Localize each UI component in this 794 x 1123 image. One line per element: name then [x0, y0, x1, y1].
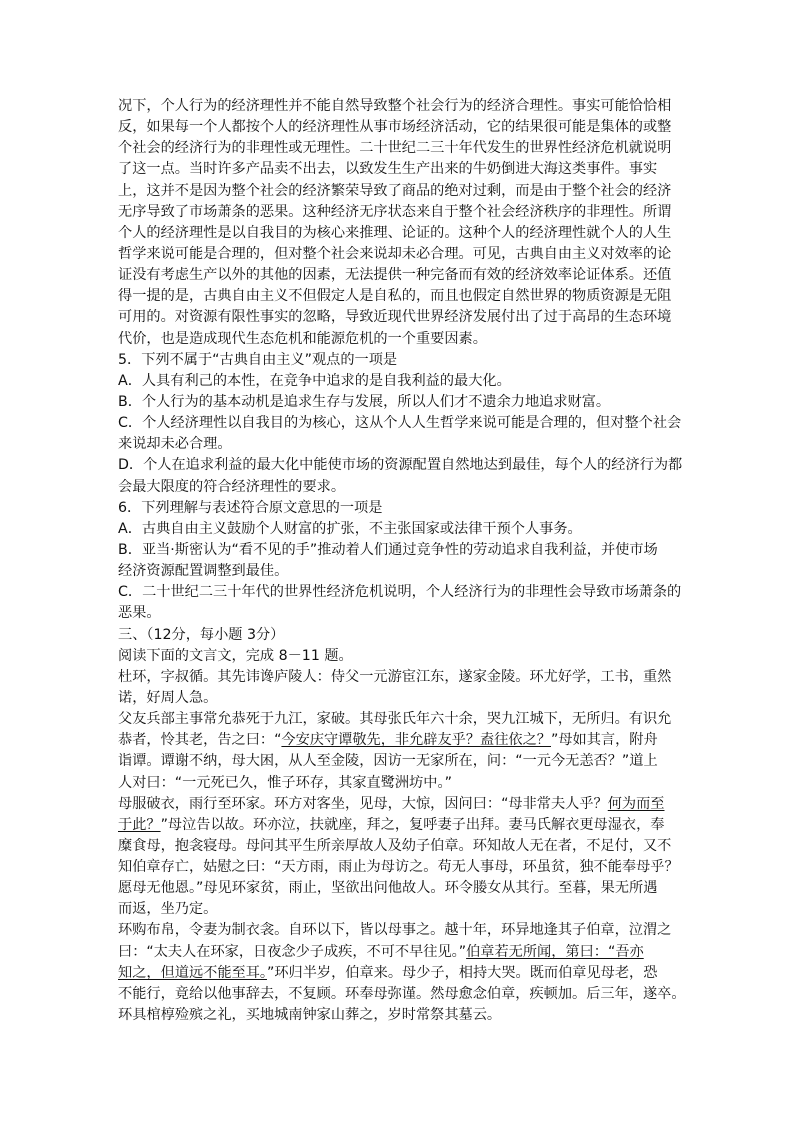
question-5	[118, 350, 683, 498]
option-b-cont: 经济资源配置调整到最佳。	[118, 563, 289, 580]
passage-line: 可用的。对资源有限性事实的忽略，导致近现代世界经济发展付出了过于高昂的生态环境	[118, 309, 672, 326]
document-page	[118, 96, 686, 1026]
classical-passage	[118, 667, 686, 1026]
option-c: C．个人经济理性以自我目的为核心，这从个人人生哲学来说可能是合理的，但对整个社会	[118, 415, 682, 432]
question-stem: 5．下列不属于“古典自由主义”观点的一项是	[118, 351, 398, 368]
underlined-sentence: 伯章若无所闻，第曰：“吾亦	[466, 943, 644, 960]
classical-line: 诣谭。谭谢不纳，母大困，从人至金陵，因访一无家所在，问：“一元今无恙否？”道上	[118, 753, 658, 770]
classical-line: 环具棺椁殓殡之礼，买地城南钟家山葬之，岁时常祭其墓云。	[118, 1007, 502, 1024]
classical-line: 愿母无他恩。”母见环家贫，雨止，坚欲出问他故人。环令媵女从其行。至暮，果无所遇	[118, 880, 658, 897]
option-c-cont: 来说却未必合理。	[118, 436, 232, 453]
underlined-sentence: 于此？	[118, 816, 161, 833]
passage-line: 无序导致了市场萧条的恶果。这种经济无序状态来自于整个社会经济秩序的非理性。所谓	[118, 203, 672, 220]
passage-line: 哲学来说可能是合理的，但对整个社会来说却未必合理。可见，古典自由主义对效率的论	[118, 245, 672, 262]
option-c-cont: 恶果。	[118, 605, 161, 622]
text-segment: 恭者，怜其老，告之曰：“	[118, 732, 282, 749]
text-segment: 母服破衣，雨行至环家。环方对客坐，见母，大惊，因问曰：“母非常夫人乎？	[118, 795, 608, 812]
classical-line	[118, 730, 680, 751]
option-a: A．古典自由主义鼓励个人财富的扩张，不主张国家或法律干预个人事务。	[118, 520, 582, 537]
section-title: 三、（12分，每小题 3分）	[118, 626, 285, 643]
passage-line: 反，如果每一个人都按个人的经济理性从事市场经济活动，它的结果很可能是集体的或整	[118, 119, 672, 136]
passage-line: 了这一点。当时许多产品卖不出去，以致发生生产出来的牛奶倒进大海这类事件。事实	[118, 161, 658, 178]
passage-line: 况下，个人行为的经济理性并不能自然导致整个社会行为的经济合理性。事实可能恰恰相	[118, 98, 672, 114]
underlined-sentence: 今安庆守谭敬先，非允辟友乎？盍往依之？	[281, 732, 551, 749]
classical-line: 诺，好周人急。	[118, 689, 218, 706]
option-b: B．亚当·斯密认为“看不见的手”推动着人们通过竞争性的劳动追求自我利益，并使市场	[118, 541, 658, 558]
option-d: D．个人在追求利益的最大化中能使市场的资源配置自然地达到最佳，每个人的经济行为都	[118, 457, 683, 474]
option-a: A．人具有利己的本性，在竞争中追求的是自我利益的最大化。	[118, 372, 511, 389]
option-c: C．二十世纪二三十年代的世界性经济危机说明，个人经济行为的非理性会导致市场萧条的	[118, 584, 682, 601]
passage-line: 得一提的是，古典自由主义不但假定人是自私的，而且也假定自然世界的物质资源是无阻	[118, 288, 672, 305]
classical-line: 人对曰：“一元死已久，惟子环存，其家直鹭洲坊中。”	[118, 774, 452, 791]
option-b: B．个人行为的基本动机是追求生存与发展，所以人们才不遗余力地追求财富。	[118, 393, 611, 410]
text-segment: 曰：“太夫人在环家，日夜念少子成疾，不可不早往见。”	[118, 943, 467, 960]
classical-line	[118, 942, 680, 963]
classical-line: 环购布帛，令妻为制衣衾。自环以下，皆以母事之。越十年，环异地逢其子伯章，泣渭之	[118, 922, 672, 939]
classical-line: 糜食母，抱衾寝母。母问其平生所亲厚故人及幼子伯章。环知故人无在者，不足付，又不	[118, 837, 672, 854]
classical-line: 而返，坐乃定。	[118, 901, 218, 918]
section-3-header	[118, 625, 680, 667]
passage-line: 证没有考虑生产以外的其他的因素，无法提供一种完备而有效的经济效率论证体系。还值	[118, 267, 672, 284]
classical-line: 父友兵部主事常允恭死于九江，家破。其母张氏年六十余，哭九江城下，无所归。有识允	[118, 711, 672, 728]
passage-line: 个人的经济理性是以自我目的为核心来推理、论证的。这种个人的经济理性就个人的人生	[118, 224, 672, 241]
classical-line: 杜环，字叔循。其先讳谗庐陵人：侍父一元游宦江东，遂家金陵。环尤好学，工书，重然	[118, 668, 672, 685]
question-stem: 6．下列理解与表述符合原文意思的一项是	[118, 499, 383, 516]
text-segment: ”环归半岁，伯章来。母少子，相持大哭。既而伯章见母老，恐	[266, 964, 658, 981]
passage-continued	[118, 96, 680, 350]
classical-line	[118, 963, 680, 984]
classical-line: 不能行，竟给以他事辞去，不复顾。环奉母弥谨。然母愈念伯章，疾顿加。后三年，遂卒。	[118, 985, 686, 1002]
option-d-cont: 会最大限度的符合经济理性的要求。	[118, 478, 346, 495]
question-6	[118, 498, 680, 625]
text-segment: ”母如其言，附舟	[551, 732, 658, 749]
classical-line	[118, 815, 680, 836]
underlined-sentence: 何为而至	[607, 795, 665, 812]
underlined-sentence: 知之，但道远不能至耳。	[118, 964, 267, 981]
passage-line: 代价，也是造成现代生态危机和能源危机的一个重要因素。	[118, 330, 487, 347]
classical-line	[118, 794, 680, 815]
section-instruction: 阅读下面的文言文，完成 8－11 题。	[118, 647, 353, 664]
passage-line: 个社会的经济行为的非理性或无理性。二十世纪二三十年代发生的世界性经济危机就说明	[118, 140, 672, 157]
passage-line: 上，这并不是因为整个社会的经济繁荣导致了商品的绝对过剩，而是由于整个社会的经济	[118, 182, 672, 199]
classical-line: 知伯章存亡，姑慰之曰：“天方雨，雨止为母访之。苟无人事母，环虽贫，独不能奉母乎？	[118, 859, 679, 876]
text-segment: ”母泣告以故。环亦泣，扶就座，拜之，复呼妻子出拜。妻马氏解衣更母湿衣，奉	[160, 816, 665, 833]
